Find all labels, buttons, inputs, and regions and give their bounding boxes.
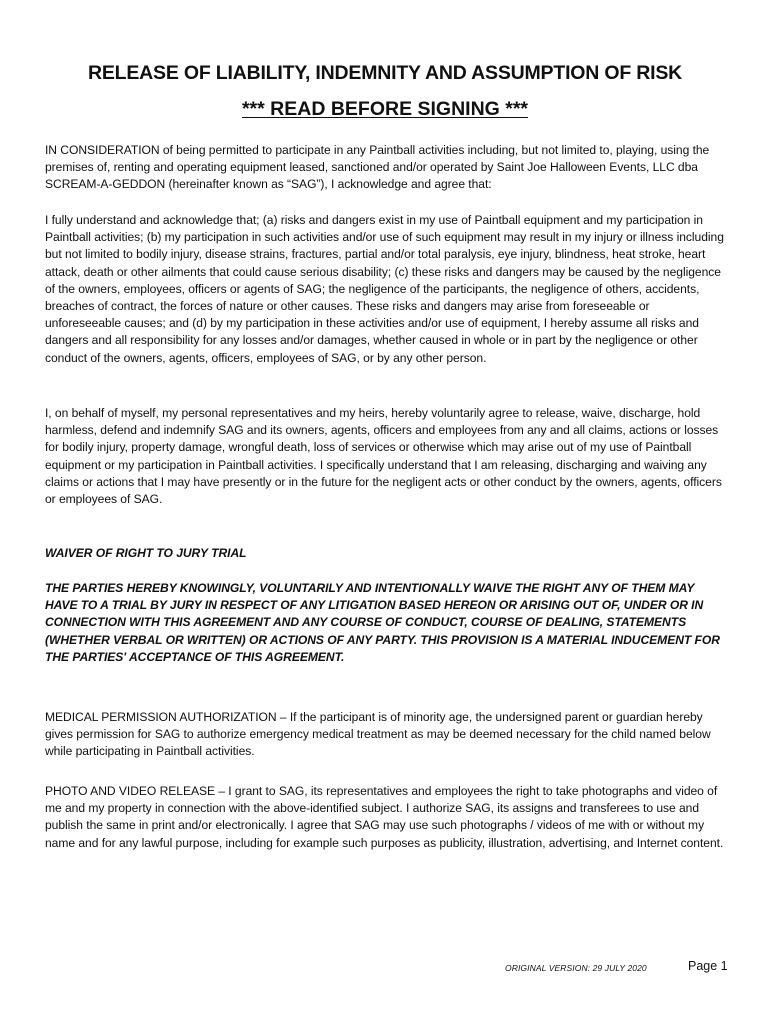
page-title: RELEASE OF LIABILITY, INDEMNITY AND ASSUMPTION OF RISK: [87, 62, 683, 84]
page-subtitle: [0, 97, 770, 121]
subtitle-text: *** READ BEFORE SIGNING ***: [241, 98, 529, 120]
photo-paragraph: PHOTO AND VIDEO RELEASE – I grant to SAG, its representatives and employees the right to take photographs and video of me and my property in connection with the above-identified subject. I authorize SAG, its assigns and transferees to use and publish the same in print and/or electronically. I agree that SAG may use such photographs / videos of me with or without my name and for any lawful purpose, including for example such purposes as publicity, illustration, advertising, and Internet content.: [45, 784, 724, 850]
waiver-heading: WAIVER OF RIGHT TO JURY TRIAL: [45, 546, 247, 560]
acknowledge-paragraph: I fully understand and acknowledge that; (a) risks and dangers exist in my use of Paintball equipment and my participation in Paintball activities; (b) my participation in such activities and/or use of such equipment may result in my injury or illness including but not limited to bodily injury, disease strains, fractures, partial and/or total paralysis, eye injury, blindness, heat stroke, heart attack, death or other ailments that could cause serious disability; (c) these risks and dangers may be caused by the negligence of the owners, employees, officers or agents of SAG; the negligence of the participants, the negligence of others, accidents, breaches of contract, the forces of nature or other causes. These risks and dangers may arise from foreseeable or unforeseeable causes; and (d) by my participation in these activities and/or use of equipment, I hereby assume all risks and dangers and all responsibility for any losses and/or damages, whether caused in whole or in part by the negligence or other conduct of the owners, agents, officers, employees of SAG, or by any other person.: [45, 213, 724, 365]
consideration-paragraph: IN CONSIDERATION of being permitted to participate in any Paintball activities including, but not limited to, playing, using the premises of, renting and operating equipment leased, sanctioned and/or operated by Saint Joe Halloween Events, LLC dba SCREAM-A-GEDDON (hereinafter known as “SAG”), I acknowledge and agree that:: [45, 143, 710, 192]
version-footer: ORIGINAL VERSION: 29 JULY 2020: [505, 963, 647, 973]
page-number: Page 1: [688, 959, 728, 973]
waiver-body: THE PARTIES HEREBY KNOWINGLY, VOLUNTARILY AND INTENTIONALLY WAIVE THE RIGHT ANY OF THEM MAY HAVE TO A TRIAL BY JURY IN RESPECT OF ANY LITIGATION BASED HEREON OR ARISING OUT OF, UNDER OR IN CONNECTION WITH THIS AGREEMENT AND ANY COURSE OF CONDUCT, COURSE OF DEALING, STATEMENTS (WHETHER VERBAL OR WRITTEN) OR ACTIONS OF ANY PARTY. THIS PROVISION IS A MATERIAL INDUCEMENT FOR THE PARTIES' ACCEPTANCE OF THIS AGREEMENT.: [45, 581, 720, 664]
medical-paragraph: MEDICAL PERMISSION AUTHORIZATION – If the participant is of minority age, the undersigned parent or guardian hereby gives permission for SAG to authorize emergency medical treatment as may be deemed necessary for the child named below while participating in Paintball activities.: [45, 710, 711, 759]
release-paragraph: I, on behalf of myself, my personal representatives and my heirs, hereby voluntarily agree to release, waive, discharge, hold harmless, defend and indemnify SAG and its owners, agents, officers and employees from any and all claims, actions or losses for bodily injury, property damage, wrongful death, loss of services or otherwise which may arise out of my use of Paintball equipment or my participation in Paintball activities. I specifically understand that I am releasing, discharging and waiving any claims or actions that I may have presently or in the future for the negligent acts or other conduct by the owners, agents, officers or employees of SAG.: [45, 406, 722, 507]
